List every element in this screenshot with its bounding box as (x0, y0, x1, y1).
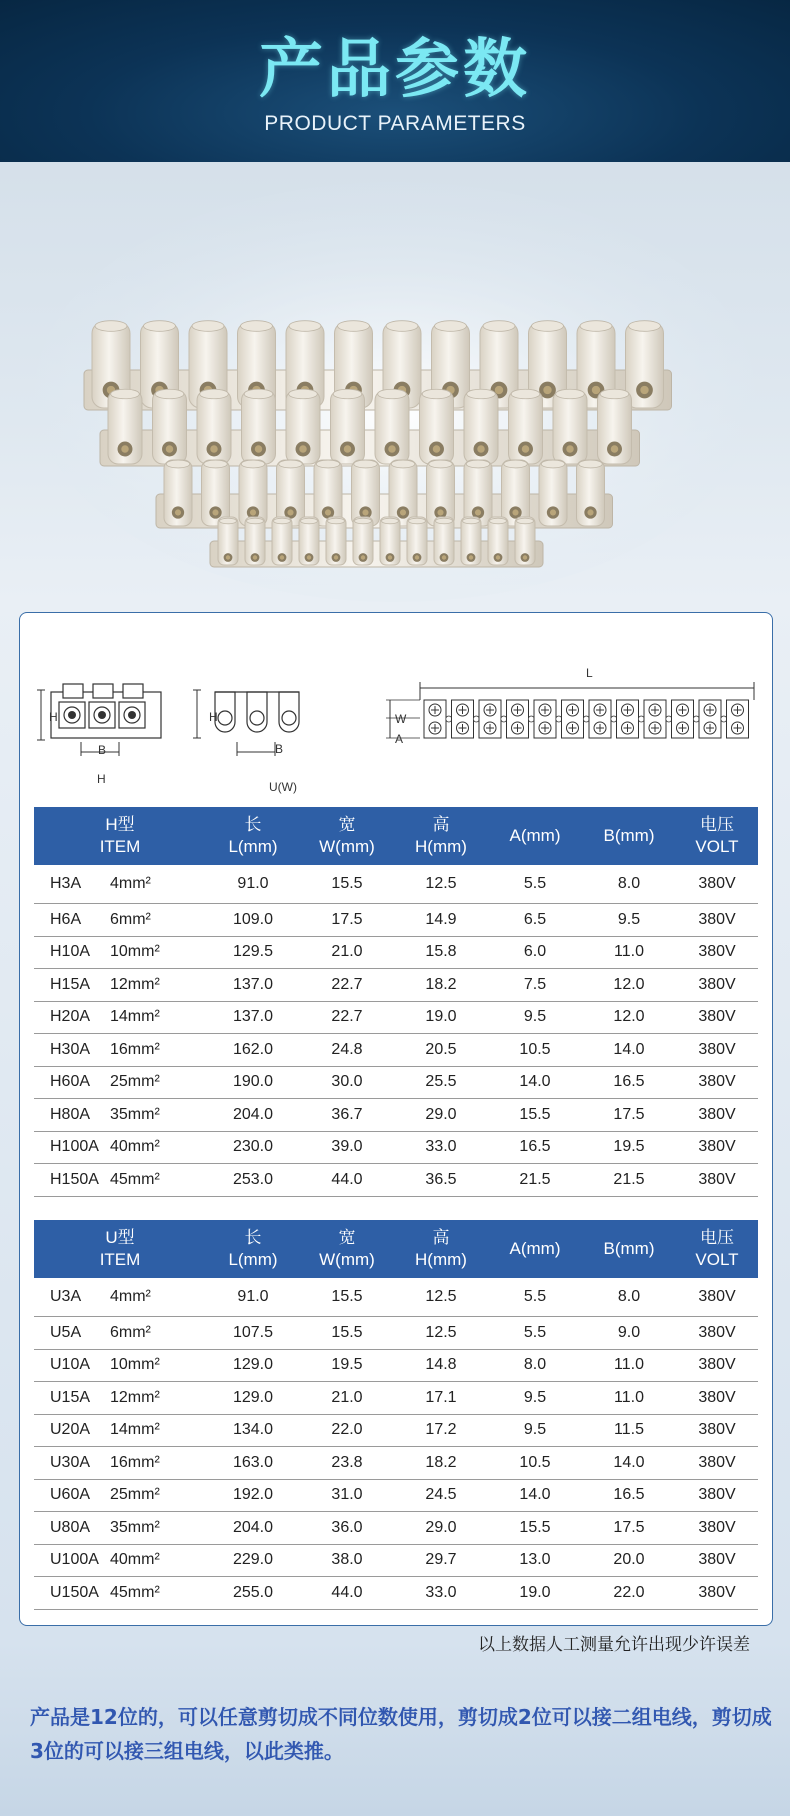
header-line2: B(mm) (603, 826, 655, 845)
u-table-header-3 (394, 1220, 488, 1278)
table-row (34, 1577, 758, 1610)
a-cell: 14.0 (488, 1066, 582, 1099)
header-line2: W(mm) (319, 1250, 375, 1269)
h-type-spec-table (34, 807, 758, 1197)
model-cell (34, 1544, 206, 1577)
volt-cell: 380V (676, 1034, 758, 1067)
table-row (34, 1512, 758, 1545)
l-cell: 137.0 (206, 1001, 300, 1034)
model-cell (34, 1164, 206, 1197)
h-cell: 12.5 (394, 865, 488, 904)
table-row (34, 1349, 758, 1382)
l-cell: 134.0 (206, 1414, 300, 1447)
header-line1: 长 (244, 1228, 262, 1247)
diagram-u-dim-b: B (275, 742, 284, 756)
wire-size: 45mm² (110, 1583, 160, 1601)
b-cell: 20.0 (582, 1544, 676, 1577)
volt-cell: 380V (676, 1278, 758, 1317)
a-cell: 5.5 (488, 865, 582, 904)
a-cell: 10.5 (488, 1034, 582, 1067)
volt-cell: 380V (676, 865, 758, 904)
header-line2: ITEM (99, 1250, 141, 1269)
b-cell: 14.0 (582, 1447, 676, 1480)
u-table-header-1 (206, 1220, 300, 1278)
u-table-header-2 (300, 1220, 394, 1278)
h-table-header-1 (206, 807, 300, 865)
h-table-header-3 (394, 807, 488, 865)
model-name: H15A (50, 975, 91, 993)
h-type-diagram (37, 680, 177, 770)
volt-cell: 380V (676, 1512, 758, 1545)
a-cell: 14.0 (488, 1479, 582, 1512)
wire-size: 40mm² (110, 1138, 160, 1156)
w-cell: 22.7 (300, 1001, 394, 1034)
header-line1: 电压 (700, 1228, 734, 1247)
table-row (34, 1382, 758, 1415)
w-cell: 39.0 (300, 1131, 394, 1164)
table-row (34, 1164, 758, 1197)
table-row (34, 1099, 758, 1132)
model-name: H20A (50, 1008, 91, 1026)
b-cell: 16.5 (582, 1066, 676, 1099)
table-row (34, 936, 758, 969)
b-cell: 21.5 (582, 1164, 676, 1197)
model-cell (34, 1278, 206, 1317)
a-cell: 6.5 (488, 904, 582, 937)
volt-cell: 380V (676, 1414, 758, 1447)
model-cell (34, 865, 206, 904)
table-row (34, 904, 758, 937)
b-cell: 11.0 (582, 1382, 676, 1415)
a-cell: 7.5 (488, 969, 582, 1002)
w-cell: 30.0 (300, 1066, 394, 1099)
model-cell (34, 1349, 206, 1382)
u-type-spec-table (34, 1220, 758, 1610)
wire-size: 35mm² (110, 1105, 160, 1123)
h-cell: 18.2 (394, 969, 488, 1002)
a-cell: 9.5 (488, 1414, 582, 1447)
header-line1: 高 (432, 815, 450, 834)
u-table-header-4 (488, 1220, 582, 1278)
l-cell: 129.0 (206, 1349, 300, 1382)
volt-cell: 380V (676, 1577, 758, 1610)
l-cell: 91.0 (206, 1278, 300, 1317)
volt-cell: 380V (676, 1382, 758, 1415)
w-cell: 44.0 (300, 1164, 394, 1197)
h-cell: 29.0 (394, 1512, 488, 1545)
table-row (34, 1447, 758, 1480)
a-cell: 6.0 (488, 936, 582, 969)
h-cell: 29.7 (394, 1544, 488, 1577)
h-cell: 17.1 (394, 1382, 488, 1415)
table-row (34, 1414, 758, 1447)
diagram-dim-l: L (586, 666, 593, 680)
b-cell: 8.0 (582, 865, 676, 904)
a-cell: 19.0 (488, 1577, 582, 1610)
h-cell: 36.5 (394, 1164, 488, 1197)
header-line1: 电压 (700, 815, 734, 834)
h-cell: 15.8 (394, 936, 488, 969)
b-cell: 17.5 (582, 1512, 676, 1545)
a-cell: 13.0 (488, 1544, 582, 1577)
header-line2: ITEM (99, 837, 141, 856)
diagram-dim-w: W (395, 712, 407, 726)
u-table-header-5 (582, 1220, 676, 1278)
w-cell: 19.5 (300, 1349, 394, 1382)
h-table-header-4 (488, 807, 582, 865)
h-cell: 19.0 (394, 1001, 488, 1034)
w-cell: 36.7 (300, 1099, 394, 1132)
volt-cell: 380V (676, 936, 758, 969)
model-name: H30A (50, 1040, 91, 1058)
model-cell (34, 904, 206, 937)
page-title: 产品参数 (259, 33, 531, 107)
model-cell (34, 1382, 206, 1415)
h-cell: 33.0 (394, 1577, 488, 1610)
table-row (34, 1479, 758, 1512)
w-cell: 36.0 (300, 1512, 394, 1545)
b-cell: 8.0 (582, 1278, 676, 1317)
l-cell: 204.0 (206, 1099, 300, 1132)
volt-cell: 380V (676, 1544, 758, 1577)
header-line1: H型 (105, 815, 135, 834)
volt-cell: 380V (676, 1001, 758, 1034)
a-cell: 16.5 (488, 1131, 582, 1164)
measurement-note: 以上数据人工测量允许出现少许误差 (478, 1635, 750, 1655)
h-cell: 29.0 (394, 1099, 488, 1132)
header-line1: 长 (244, 815, 262, 834)
h-cell: 25.5 (394, 1066, 488, 1099)
w-cell: 17.5 (300, 904, 394, 937)
b-cell: 11.0 (582, 1349, 676, 1382)
model-name: U10A (50, 1356, 91, 1374)
volt-cell: 380V (676, 1349, 758, 1382)
b-cell: 9.0 (582, 1317, 676, 1350)
volt-cell: 380V (676, 1066, 758, 1099)
model-cell (34, 936, 206, 969)
model-name: U150A (50, 1583, 99, 1601)
b-cell: 11.0 (582, 936, 676, 969)
u-table-header-0 (34, 1220, 206, 1278)
w-cell: 22.7 (300, 969, 394, 1002)
page-subtitle: PRODUCT PARAMETERS (264, 112, 526, 135)
b-cell: 12.0 (582, 969, 676, 1002)
table-row (34, 1001, 758, 1034)
table-row (34, 1278, 758, 1317)
h-cell: 12.5 (394, 1317, 488, 1350)
l-cell: 162.0 (206, 1034, 300, 1067)
a-cell: 5.5 (488, 1317, 582, 1350)
model-name: U100A (50, 1551, 99, 1569)
w-cell: 21.0 (300, 1382, 394, 1415)
h-cell: 20.5 (394, 1034, 488, 1067)
l-cell: 107.5 (206, 1317, 300, 1350)
dimension-diagrams (19, 660, 773, 810)
a-cell: 9.5 (488, 1382, 582, 1415)
model-name: H150A (50, 1170, 99, 1188)
diagram-h-label: H (97, 772, 106, 786)
wire-size: 25mm² (110, 1073, 160, 1091)
model-cell (34, 1099, 206, 1132)
l-cell: 129.0 (206, 1382, 300, 1415)
header-line2: A(mm) (509, 1239, 561, 1258)
l-cell: 229.0 (206, 1544, 300, 1577)
model-name: U60A (50, 1486, 91, 1504)
model-cell (34, 1066, 206, 1099)
header-line2: L(mm) (228, 837, 278, 856)
b-cell: 11.5 (582, 1414, 676, 1447)
wire-size: 12mm² (110, 1388, 160, 1406)
w-cell: 44.0 (300, 1577, 394, 1610)
a-cell: 8.0 (488, 1349, 582, 1382)
diagram-h-dim-h: H (49, 710, 58, 724)
w-cell: 15.5 (300, 865, 394, 904)
product-photo (0, 162, 790, 602)
a-cell: 15.5 (488, 1512, 582, 1545)
model-name: H80A (50, 1105, 91, 1123)
header-line2: H(mm) (415, 837, 467, 856)
table-row (34, 865, 758, 904)
volt-cell: 380V (676, 1317, 758, 1350)
l-cell: 137.0 (206, 969, 300, 1002)
w-cell: 15.5 (300, 1317, 394, 1350)
a-cell: 10.5 (488, 1447, 582, 1480)
wire-size: 10mm² (110, 1356, 160, 1374)
volt-cell: 380V (676, 969, 758, 1002)
volt-cell: 380V (676, 1099, 758, 1132)
wire-size: 25mm² (110, 1486, 160, 1504)
table-row (34, 1317, 758, 1350)
model-name: H100A (50, 1138, 99, 1156)
wire-size: 16mm² (110, 1453, 160, 1471)
l-cell: 109.0 (206, 904, 300, 937)
h-cell: 14.9 (394, 904, 488, 937)
diagram-u-label: U(W) (269, 780, 297, 794)
table-row (34, 969, 758, 1002)
wire-size: 6mm² (110, 910, 151, 928)
wire-size: 4mm² (110, 1288, 151, 1305)
header-line2: H(mm) (415, 1250, 467, 1269)
header-line2: B(mm) (603, 1239, 655, 1258)
w-cell: 31.0 (300, 1479, 394, 1512)
model-name: U20A (50, 1421, 91, 1439)
wire-size: 45mm² (110, 1170, 160, 1188)
diagram-dim-a: A (395, 732, 404, 746)
h-cell: 33.0 (394, 1131, 488, 1164)
table-row (34, 1034, 758, 1067)
l-cell: 255.0 (206, 1577, 300, 1610)
model-cell (34, 1317, 206, 1350)
volt-cell: 380V (676, 1131, 758, 1164)
l-cell: 163.0 (206, 1447, 300, 1480)
l-cell: 230.0 (206, 1131, 300, 1164)
model-name: U15A (50, 1388, 91, 1406)
model-cell (34, 1479, 206, 1512)
w-cell: 22.0 (300, 1414, 394, 1447)
b-cell: 16.5 (582, 1479, 676, 1512)
h-cell: 17.2 (394, 1414, 488, 1447)
header-line1: 宽 (338, 815, 356, 834)
wire-size: 16mm² (110, 1040, 160, 1058)
volt-cell: 380V (676, 904, 758, 937)
h-cell: 18.2 (394, 1447, 488, 1480)
wire-size: 4mm² (110, 875, 151, 892)
a-cell: 9.5 (488, 1001, 582, 1034)
h-table-header-2 (300, 807, 394, 865)
b-cell: 14.0 (582, 1034, 676, 1067)
product-description: 产品是12位的，可以任意剪切成不同位数使用，剪切成2位可以接二组电线，剪切成3位的可以接三组电线，以此类推。 (30, 1705, 772, 1763)
l-cell: 253.0 (206, 1164, 300, 1197)
wire-size: 12mm² (110, 975, 160, 993)
volt-cell: 380V (676, 1164, 758, 1197)
w-cell: 21.0 (300, 936, 394, 969)
table-row (34, 1131, 758, 1164)
table-row (34, 1066, 758, 1099)
model-name: H3A (50, 875, 82, 892)
volt-cell: 380V (676, 1479, 758, 1512)
header-line1: U型 (105, 1228, 135, 1247)
h-cell: 24.5 (394, 1479, 488, 1512)
w-cell: 23.8 (300, 1447, 394, 1480)
b-cell: 17.5 (582, 1099, 676, 1132)
w-cell: 15.5 (300, 1278, 394, 1317)
volt-cell: 380V (676, 1447, 758, 1480)
table-row (34, 1544, 758, 1577)
h-cell: 14.8 (394, 1349, 488, 1382)
header-line1: 宽 (338, 1228, 356, 1247)
wire-size: 14mm² (110, 1421, 160, 1439)
model-name: U80A (50, 1518, 91, 1536)
model-cell (34, 1034, 206, 1067)
wire-size: 35mm² (110, 1518, 160, 1536)
h-table-header-6 (676, 807, 758, 865)
header-line2: A(mm) (509, 826, 561, 845)
header-banner (0, 0, 790, 162)
b-cell: 9.5 (582, 904, 676, 937)
header-line2: VOLT (695, 1250, 739, 1269)
b-cell: 12.0 (582, 1001, 676, 1034)
header-line1: 高 (432, 1228, 450, 1247)
b-cell: 22.0 (582, 1577, 676, 1610)
strip-diagram (384, 670, 764, 760)
model-name: U3A (50, 1288, 82, 1305)
header-line2: L(mm) (228, 1250, 278, 1269)
wire-size: 14mm² (110, 1008, 160, 1026)
wire-size: 10mm² (110, 943, 160, 961)
a-cell: 21.5 (488, 1164, 582, 1197)
a-cell: 15.5 (488, 1099, 582, 1132)
w-cell: 38.0 (300, 1544, 394, 1577)
model-cell (34, 1512, 206, 1545)
model-cell (34, 1414, 206, 1447)
model-name: U30A (50, 1453, 91, 1471)
header-line2: W(mm) (319, 837, 375, 856)
wire-size: 6mm² (110, 1323, 151, 1341)
wire-size: 40mm² (110, 1551, 160, 1569)
diagram-h-dim-b: B (98, 743, 107, 757)
l-cell: 190.0 (206, 1066, 300, 1099)
model-name: H6A (50, 910, 82, 928)
h-table-header-5 (582, 807, 676, 865)
model-cell (34, 969, 206, 1002)
header-line2: VOLT (695, 837, 739, 856)
u-type-diagram (191, 682, 311, 772)
diagram-u-dim-h: H (209, 710, 218, 724)
a-cell: 5.5 (488, 1278, 582, 1317)
l-cell: 91.0 (206, 865, 300, 904)
model-cell (34, 1577, 206, 1610)
l-cell: 192.0 (206, 1479, 300, 1512)
model-cell (34, 1131, 206, 1164)
b-cell: 19.5 (582, 1131, 676, 1164)
model-name: U5A (50, 1323, 82, 1341)
h-table-header-0 (34, 807, 206, 865)
u-table-header-6 (676, 1220, 758, 1278)
w-cell: 24.8 (300, 1034, 394, 1067)
h-cell: 12.5 (394, 1278, 488, 1317)
l-cell: 129.5 (206, 936, 300, 969)
l-cell: 204.0 (206, 1512, 300, 1545)
model-cell (34, 1447, 206, 1480)
model-cell (34, 1001, 206, 1034)
model-name: H60A (50, 1073, 91, 1091)
model-name: H10A (50, 943, 91, 961)
